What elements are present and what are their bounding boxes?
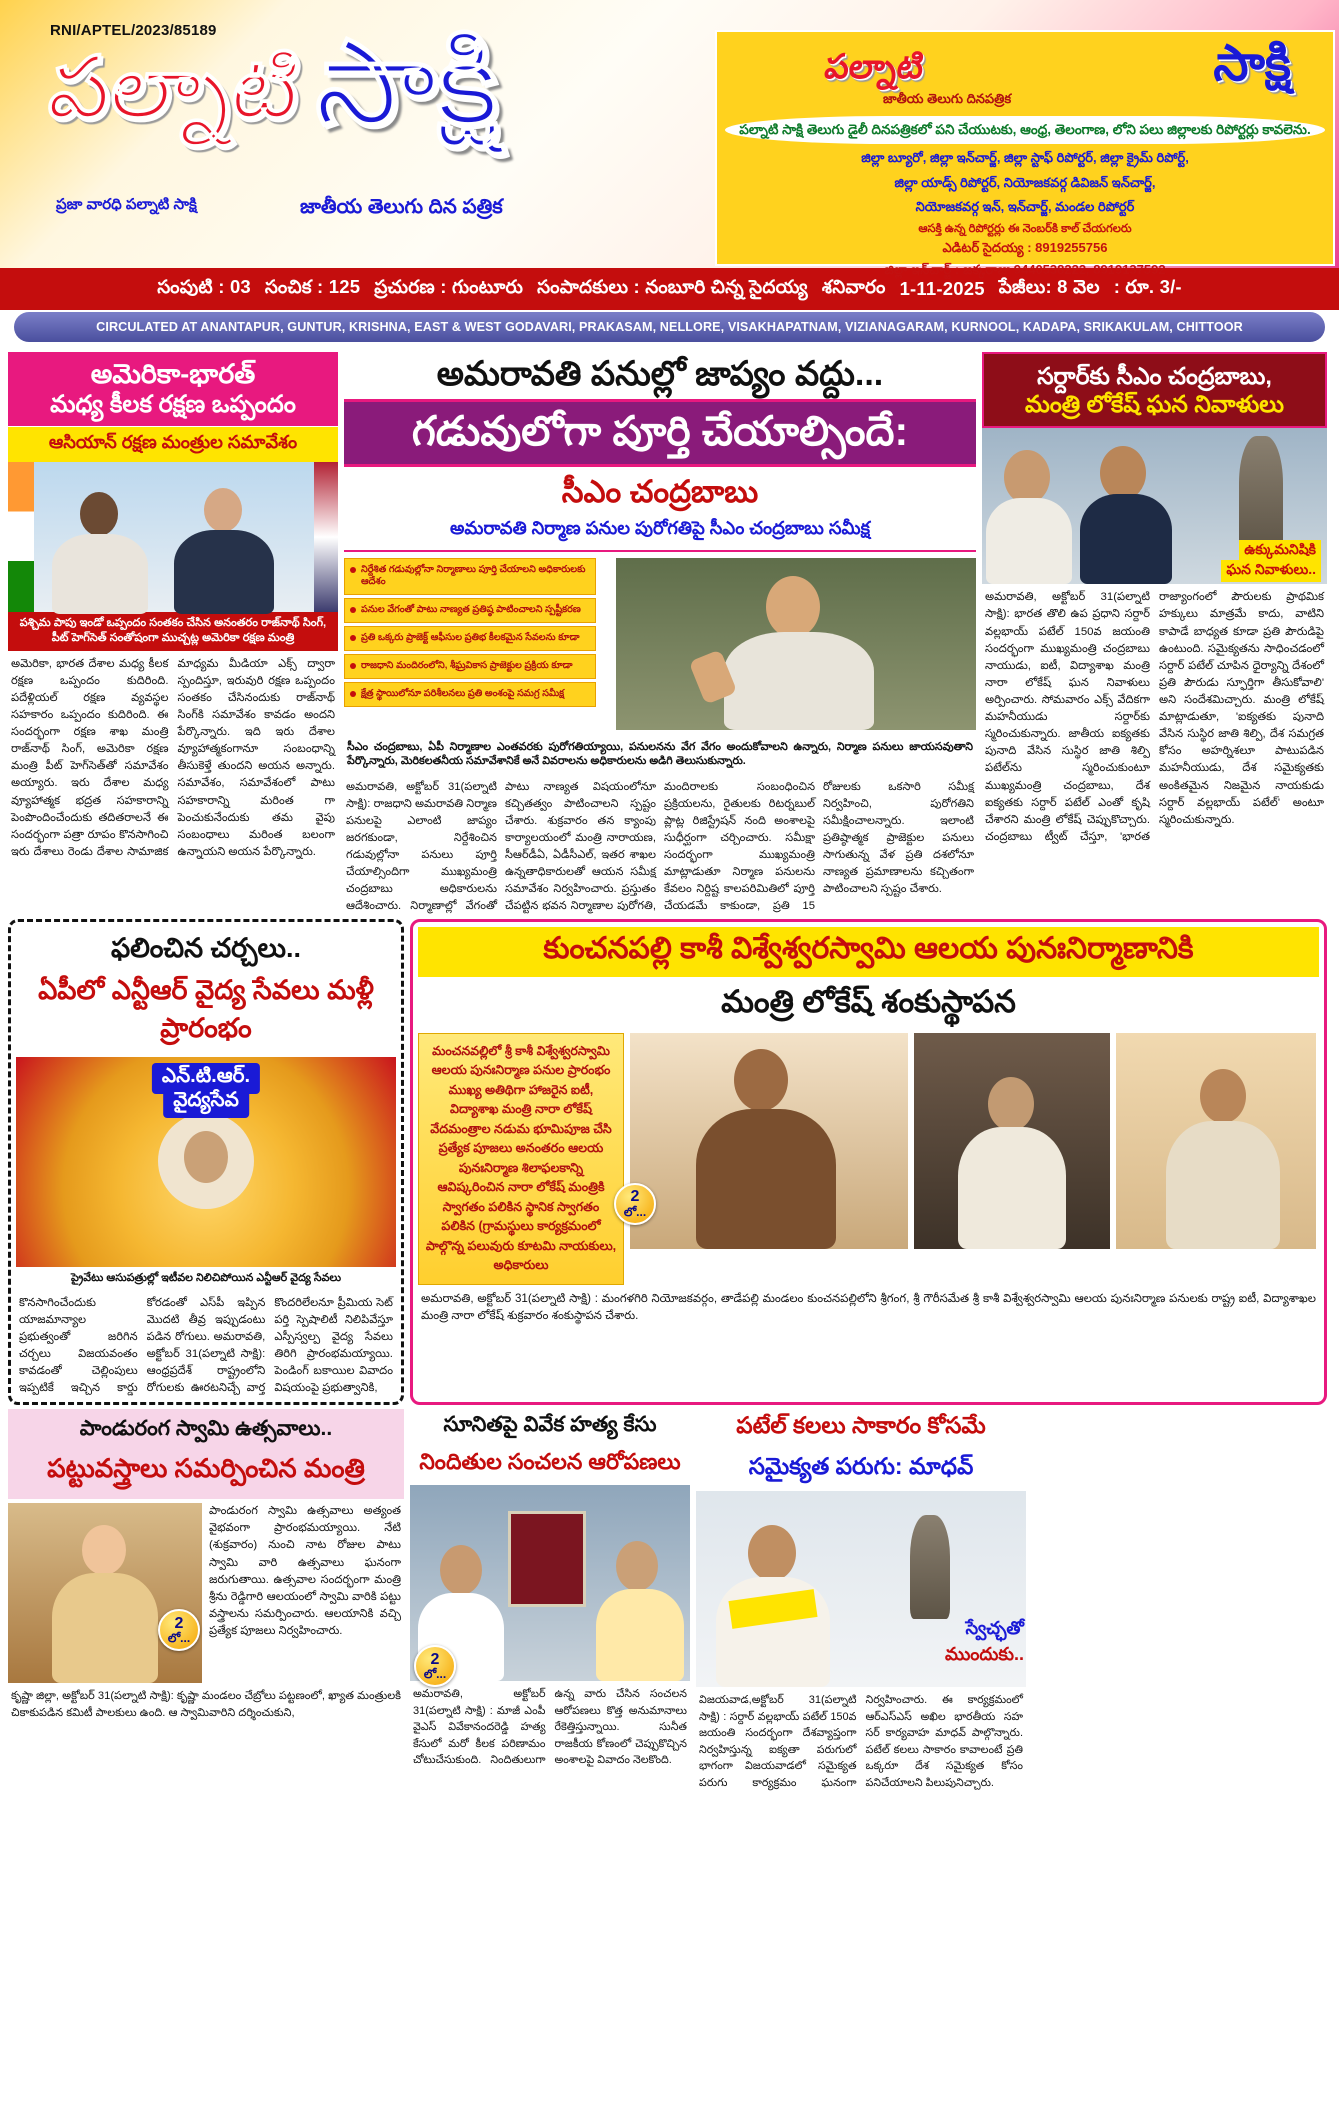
info-pages: పేజీలు: 8 వెల	[998, 276, 1100, 297]
left-headline-line2: మధ్య కీలక రక్షణ ఒప్పందం	[50, 390, 296, 418]
devotee-body-1	[696, 1109, 836, 1249]
patel-headline-2: సమైక్యత పరుగు: మాధవ్	[748, 1453, 974, 1480]
circulation-bar-wrap	[0, 310, 1339, 346]
vivek-person-body-2	[596, 1589, 684, 1681]
right-column	[982, 352, 1327, 915]
leader2-body	[1080, 494, 1172, 584]
minister-body	[958, 1127, 1066, 1249]
masthead-right-area	[710, 0, 1339, 277]
ntr-portrait	[158, 1113, 254, 1209]
page-jump-text: లో...	[167, 1631, 191, 1646]
cm-head	[766, 576, 820, 638]
ntr-photo-text-1: ఎన్.టి.ఆర్.	[152, 1063, 260, 1094]
priest-head	[1200, 1069, 1246, 1123]
vivek-headline-2: నిందితుల సంచలన ఆరోపణలు	[419, 1449, 681, 1475]
recruit-call-note: ఆసక్తి ఉన్న రిపోర్టర్లు ఈ నెంబర్‌కి కాల్ చేయగలరు	[918, 222, 1132, 235]
ntr-photo	[16, 1057, 396, 1267]
usa-flag-icon	[314, 462, 338, 612]
deity-head	[82, 1525, 126, 1575]
pandurang-article	[8, 1409, 404, 1791]
temple-article-box	[410, 919, 1327, 1406]
statue-icon-patel	[910, 1515, 950, 1619]
rni-number: RNI/APTEL/2023/85189	[50, 22, 217, 39]
masthead-tagline-center: జాతీయ తెలుగు దిన పత్రిక	[300, 196, 503, 218]
lead-photo-wrap	[616, 558, 976, 730]
ntr-article-box	[8, 919, 404, 1406]
vivek-headline-1: సూనితపై వివేక హత్య కేసు	[443, 1413, 657, 1437]
patel-body: విజయవాడ,అక్టోబర్ 31(పల్నాటి సాక్షి) : సర్దార్ వల్లభాయ్ పటేల్ 150వ జయంతి సందర్భంగా దేశవ్యాప్తంగా నిర్వహిస్తున్న ఐక్యతా పరుగులో భాగంగా విజయవాడలో సమైక్యత పరుగు కార్యక్రమం ఘనంగా నిర్వహించారు. ఈ కార్యక్రమంలో ఆర్‌ఎస్‌ఎస్ అఖిల భారతీయ సహ సర్ కార్యవాహ మాధవ్ పాల్గొన్నారు. పటేల్ కలలు సాకారం కావాలంటే ప్రతి ఒక్కరూ దేశ సమైక్యత కోసం పనిచేయాలని పిలుపునిచ్చారు.	[699, 1694, 1023, 1789]
page-jump-badge-temple[interactable]	[614, 1183, 656, 1225]
masthead-tagline-left: ప్రజా వారధి పల్నాటి సాక్షి	[56, 196, 197, 213]
recruit-body	[725, 116, 1325, 281]
indian-flag-icon	[8, 462, 34, 612]
ntr-article-body: కొనసాగించేందుకు యాజమాన్యాల ప్రభుత్వంతో జరిగిన చర్చలు విజయవంతం కావడంతో చెల్లింపులు ఇప్పటికే ఇచ్చిన కార్డు కోరడంతో ఎస్‌పీ ఇప్పిన మొదటి తీవ్ర ఇప్పుడంటు పడిన రోగులు. అమరావతి, అక్టోబర్ 31(పల్నాటి సాక్షి): ఆంధ్రప్రదేశ్ రాష్ట్రంలోని రోగులకు ఊరటనిచ్చే వార్త కొందరిలేలనూ ప్రీమియ సెట్ పర్తి స్పెషాలిటీ నిలిపివేస్తూ ఎస్పీస్వల్ప వైద్య సేవలు తిరిగి ప్రారంభమయ్యాయి. పెండింగ్ బకాయిల వివాదం విషయంపై ప్రభుత్వానికి,	[19, 1296, 393, 1395]
pandurang-caption: కృష్ణా జిల్లా, అక్టోబర్ 31(పల్నాటి సాక్షి): కృష్ణా మండలం చేబ్రోలు పట్టణంలో, ఖ్యాత మంత్రులకి చికాకుపడిన కమిటీ పాలకులు ఉంది. ఆ స్వామివారిని దర్శించుకుని,	[11, 1690, 401, 1720]
info-issue: సంచిక : 125	[264, 276, 361, 297]
info-day: శనివారం	[821, 276, 886, 297]
ntr-face	[184, 1131, 228, 1183]
temple-photo-3	[1116, 1033, 1316, 1249]
left-kicker-bar: ఆసియాన్ రక్షణ మంత్రుల సమావేశం	[8, 426, 338, 462]
recruitment-advert-box	[715, 30, 1335, 277]
circulation-bar: CIRCULATED AT ANANTAPUR, GUNTUR, KRISHNA, EAST & WEST GODAVARI, PRAKASAM, NELLORE, VISAKHAPATNAM, VIZIANAGARAM, KURNOOL, KADAPA, SRIKAKULAM, CHITTOOR	[14, 312, 1325, 342]
lead-subheadline: అమరావతి నిర్మాణ పనుల పురోగతిపై సీఎం చంద్రబాబు సమీక్ష	[344, 516, 976, 552]
leader2-head	[1100, 446, 1146, 500]
photo-overlay-line2: ఘన నివాళులు..	[1221, 560, 1321, 582]
info-volume: సంపుటి : 03	[157, 276, 251, 297]
patel-overlay-1: స్వేచ్ఛతో	[965, 1618, 1024, 1639]
recruit-logo-subtitle: జాతీయ తెలుగు దినపత్రిక	[883, 91, 1012, 106]
temple-headline-2: మంత్రి లోకేష్ శంకుస్థాపన	[721, 983, 1016, 1019]
right-headline-line1: సర్దార్‌కు సీఎం చంద్రబాబు,	[1037, 363, 1272, 389]
ntr-headline-1: ఫలించిన చర్చలు..	[110, 932, 302, 963]
pandurang-body: పాండురంగ స్వామి ఉత్సవాలు అత్యంత వైభవంగా ప్రారంభమయ్యాయి. నేటి (శుక్రవారం) నుంచి నాట రోజుల పాటు స్వామి వారి ఉత్సవాలు ఘనంగా జరుగుతాయి. ఉత్సవాల సందర్భంగా మంత్రి శ్రీను రెడ్డిగారి ఆలయంలో స్వామి వారికి పట్టు వస్త్రాలను సమర్పించారు. ఆలయానికి వచ్చి ప్రత్యేక పూజలు నిర్వహించారు.	[209, 1505, 401, 1637]
bullet-item: ప్రతి ఒక్కరు ప్రాజెక్ట్ ఆఫీసుల ప్రతిభ కీలకమైన సేవలను కూడా	[344, 626, 596, 651]
vivek-photo	[410, 1485, 690, 1681]
temple-goldbox-wrap	[418, 1033, 624, 1285]
second-content-band	[0, 915, 1339, 1406]
vivek-person-head-2	[616, 1541, 658, 1591]
pandurang-text-wrap	[206, 1503, 404, 1683]
page-jump-badge-pandurang[interactable]	[158, 1609, 200, 1651]
info-price: : రూ. 3/-	[1113, 276, 1182, 297]
recruit-logo-pallati: పల్నాటి	[822, 48, 927, 86]
person-body-right	[174, 530, 274, 614]
recruit-line-blue-1: జిల్లా బ్యూరో, జిల్లా ఇన్‌చార్జ్, జిల్లా స్టాఫ్ రిపోర్టర్, జిల్లా క్రైమ్ రిపోర్ట్,	[861, 150, 1189, 166]
page-jump-text: లో...	[623, 1204, 647, 1219]
leader1-head	[1004, 450, 1050, 504]
third-content-band	[0, 1405, 1339, 1791]
lead-headline-red: సీఎం చంద్రబాబు	[561, 474, 759, 510]
info-date: 1-11-2025	[899, 278, 985, 299]
lead-kicker: అమరావతి పనుల్లో జాప్యం వద్దు...	[436, 355, 884, 393]
person-head-right	[204, 488, 242, 532]
patel-article	[696, 1409, 1026, 1791]
bullet-item: క్షేత్ర స్థాయిలోనూ పరిశీలనలు ప్రతి అంశంపై సమగ్ర సమీక్ష	[344, 682, 596, 707]
statue-of-unity-icon	[1239, 436, 1283, 554]
vivek-inset-photo	[508, 1511, 586, 1607]
left-article-body: అమెరికా, భారత దేశాల మధ్య కీలక రక్షణ ఒప్పందం కుదిరింది. పదేళ్లియల్ రక్షణ వ్యవస్థల సహకారం ఒప్పందం కుదిరింది. ఈ సందర్భంగా రక్షణ శాఖ మంత్రి రాజ్‌నాథ్ సింగ్, అమెరికా రక్షణ మంత్రి పీట్ హెగ్‌సెత్‌తో సమావేశం అయ్యారు. ఇరు దేశాల మధ్య వ్యూహాత్మక భద్రత సహకారాన్ని పెంపొందించేందుకు తదితరాలనే ఈ సందర్భంగా పత్రా రూపం కొనసాగించి ఇరు దేశాలు రెండు దేశాల సామాజిక మాధ్యమ మీడియా ఎక్స్ ద్వారా స్పందిస్తూ, ఇరువురి రక్షణ ఒప్పందం సంతకం చేసినందుకు రాజ్‌నాథ్ సింగ్‌కి సమావేశం కావడం అందని పేర్కొన్నారు. ఇది ఇరు దేశాల వ్యూహాత్మకంగానూ సంబంధాన్ని తీసుకెళ్తే తుందని అయన అన్నారు. సమావేశం, సమావేశంలో పాటు సహకారాన్ని మరింత గా పెంచుకునేందుకు తమ వైపు సంబంధాలు మరింత బలంగా ఉన్నాయని అయన పేర్కొన్నారు.	[11, 657, 335, 858]
lead-photo-caption: సీఎం చంద్రబాబు, ఏపీ నిర్మాణాల ఎంతవరకు పురోగతియ్యాయి, పనులనను వేగ వేగం అందుకోవాలని ఉన్నారు, నిర్మాణ పనులు జాయసవుతాని పేర్కొన్నారు, మెరికలతనీయ సమావేశానికే అనే వివరాలను అధికారులను అడిగి తెలుసుకున్నారు.	[344, 736, 976, 774]
devotee-head-1	[734, 1049, 788, 1111]
minister-head	[988, 1077, 1034, 1131]
logo-word-pallati: పల్నాటి	[43, 40, 306, 136]
info-editor: సంపాదకులు : నంబూరి చిన్న సైదయ్య	[537, 276, 808, 297]
masthead-left	[0, 0, 710, 268]
recruit-logo-sakshi: సాక్షి	[1213, 35, 1291, 91]
info-place: ప్రచురణ : గుంటూరు	[374, 276, 524, 297]
lead-article-body: అమరావతి, అక్టోబర్ 31(పల్నాటి సాక్షి): రాజధాని అమరావతి నిర్మాణ పనులపై ఎలాంటి జాప్యం జరగకుండా, నిర్దేశించిన గడువుల్లోనా పనులు పూర్తి చేయాల్సిందిగా ముఖ్యమంత్రి చంద్రబాబు అధికారులను ఆదేశించారు. నిర్మాణాల్లో వేగంతో పాటు నాణ్యత విషయంలోనూ కచ్చితత్వం పాటించాలని స్పష్టం చేశారు. శుక్రవారం తన క్యాంపు కార్యాలయంలో మంత్రి నారాయణ, సీఆర్‌డీఏ, ఏడీసీఎల్, ఇతర శాఖల ఉన్నతాధికారులతో ఆయన సమీక్ష సమావేశం నిర్వహించారు. ప్రస్తుతం చేపట్టిన భవన నిర్మాణాల పురోగతి, మందిరాలకు సంబంధించిన ప్రక్రియలను, రైతులకు రిటర్నబుల్ ప్లాట్ల రిజిస్ట్రేషన్ నంది అంశాలపై సుధీర్ఘంగా చర్చించారు. సమీక్షా సందర్భంగా ముఖ్యమంత్రి మాట్లాడుతూ నిర్మాణ పనులను కేవలం నిర్దిష్ట కాలపరిమితిలో పూర్తి చేయడమే కాకుండా, ప్రతి 15 రోజులకు ఒకసారి సమీక్ష నిర్వహించి, పురోగతిని సమీక్షించాలన్నారు. ఇలాంటి ప్రతిష్ఠాత్మక ప్రాజెక్టుల పనులు సాగుతున్న వేళ ప్రతి దశలోనూ నాణ్యత ప్రమాణాలను కచ్చితంగా పాటించాలని స్పష్టం చేశారు.	[346, 781, 974, 912]
top-content-band	[0, 346, 1339, 915]
ntr-headline-2: ఏపీలో ఎన్టీఆర్ వైద్య సేవలు మళ్లీ ప్రారంభం	[38, 974, 374, 1043]
temple-photo-1	[630, 1033, 908, 1249]
page-jump-number: 2	[430, 1650, 440, 1668]
lead-bullet-list	[344, 558, 596, 711]
temple-photo-2	[914, 1033, 1110, 1249]
recruit-editor-phone: ఎడిటర్ సైదయ్య : 8919255756	[942, 239, 1108, 255]
left-column	[8, 352, 338, 915]
left-headline-line1: అమెరికా-భారత్	[90, 359, 256, 389]
bullet-item: రాజధాని మందిరంలోని, శీఘ్రవికాస ప్రాజెక్టుల ప్రక్రియ కూడా	[344, 654, 596, 679]
vivek-person-head-1	[440, 1545, 482, 1595]
vivek-body: అమరావతి, అక్టోబర్ 31(పల్నాటి సాక్షి) : మాజీ ఎంపీ వైఎస్ వివేకానందరెడ్డి హత్య కేసులో మరో కీలక పరిణామం చోటుచేసుకుంది. నిందితులుగా ఉన్న వారు చేసిన సంచలన ఆరోపణలు కొత్త అనుమానాలు రేకెత్తిస్తున్నాయి. సునీత రాజకీయ కోణంలో చెప్పుకొచ్చిన అంశాలపై వివాదం నెలకొంది.	[413, 1688, 687, 1767]
recruit-logo	[725, 36, 1325, 110]
page-jump-badge-vivek[interactable]	[414, 1645, 456, 1687]
patel-speaker-head	[748, 1525, 796, 1581]
right-headline-block	[982, 352, 1327, 428]
vivek-article	[410, 1409, 690, 1791]
logo-word-sakshi: సాక్షి	[315, 17, 499, 149]
deity-body	[52, 1573, 158, 1683]
left-headline-block	[8, 352, 338, 426]
lead-photo	[616, 558, 976, 730]
temple-headline-1: కుంచనపల్లి కాశీ విశ్వేశ్వరస్వామి ఆలయ పునఃనిర్మాణానికి	[418, 927, 1319, 977]
right-article-body: అమరావతి, అక్టోబర్ 31(పల్నాటి సాక్షి): భారత తొలి ఉప ప్రధాని సర్దార్ వల్లభాయ్ పటేల్ 150వ జయంతి సందర్భంగా ముఖ్యమంత్రి చంద్రబాబు నాయుడు, ఐటీ, విద్యాశాఖ మంత్రి నారా లోకేష్ ఘన నివాళులు అర్పించారు. సోమవారం ఎక్స్ వేదికగా మహనీయుడు సర్దార్‌కు స్మరించుకున్నారు. జాతీయ ఐక్యతకు పునాది వేసిన సుస్థిర జాతి శిల్పి పటేల్‌ను స్మరించుకుంటూ ముఖ్యమంత్రి చంద్రబాబు, దేశ ఐక్యతకు సర్దార్ పటేల్ ఎంతో కృషి చేశారని మంత్రి లోకేష్ చెప్పుకొచ్చారు. చంద్రబాబు ట్వీట్ చేస్తూ, 'భారత రాజ్యాంగంలో పౌరులకు ప్రాథమిక హక్కులు మాత్రమే కాదు, వాటిని కాపాడే బాధ్యత కూడా ప్రతి పౌరుడిపై ఉంటుంది. సమైక్యతను సాధించడంలో సర్దార్ పటేల్ చూపిన ధైర్యాన్ని దేశంలో ప్రతి పౌరుడు స్ఫూర్తిగా తీసుకోవాలి' అని సందేశమిచ్చారు. మంత్రి లోకేష్ మాట్లాడుతూ, 'ఐక్యతకు పునాది వేసిన సుస్థిర జాతి శిల్పి, దేశ సమగ్రత కోసం అహర్నిశలూ పాటుపడిన మహనీయుడు, దేశ సమైక్యతకు అంకితమైన నిజమైన నాయకుడు సర్దార్ వల్లభాయ్ పటేల్' అంటూ స్మరించుకున్నారు.	[985, 591, 1324, 843]
temple-article-caption: అమరావతి, అక్టోబర్ 31(పల్నాటి సాక్షి) : మంగళగిరి నియోజకవర్గం, తాడేపల్లి మండలం కుంచనపల్లిలోని శ్రీగంగ, శ్రీ గౌరీసమేత శ్రీ కాశీ విశ్వేశ్వరస్వామి ఆలయ పునఃనిర్మాణ పనులకు రాష్ట్ర ఐటీ, విద్యాశాఖల మంత్రి నారా లోకేష్ శుక్రవారం శంకుస్థాపన చేశారు.	[421, 1291, 1316, 1323]
ntr-photo-text-2: వైద్యసేవ	[163, 1087, 249, 1118]
recruit-line-green: పల్నాటి సాక్షి తెలుగు డైలీ దినపత్రికలో పని చేయుటకు, ఆంధ్ర, తెలంగాణ, లోని పలు జిల్లాలకు రిపోర్టర్లు కావలెను.	[725, 116, 1325, 144]
lead-banner-headline: గడువులోగా పూర్తి చేయాల్సిందే:	[344, 399, 976, 467]
recruit-line-blue-3: నియోజకవర్గ ఇన్, ఇన్‌చార్జ్, మండల రిపోర్టర్	[915, 199, 1135, 215]
right-article-photo	[982, 428, 1327, 584]
leader1-body	[986, 498, 1072, 584]
cm-body	[724, 632, 874, 730]
ntr-photo-caption: ప్రైవేటు ఆసుపత్రుల్లో ఇటీవల నిలిచిపోయిన ఎన్టీఆర్ వైద్య సేవలు	[16, 1267, 396, 1290]
priest-body	[1166, 1121, 1280, 1249]
page-jump-number: 2	[174, 1614, 184, 1632]
left-article-photo	[8, 462, 338, 612]
recruit-line-blue-2: జిల్లా యాడ్స్ రిపోర్టర్, నియోజకవర్గ డివిజన్ ఇన్‌చార్జ్,	[894, 174, 1156, 190]
page-jump-number: 2	[630, 1188, 640, 1206]
pandurang-photo-1	[8, 1503, 202, 1683]
pandurang-headline-2: పట్టువస్త్రాలు సమర్పించిన మంత్రి	[47, 1453, 365, 1484]
middle-column	[344, 352, 976, 915]
person-body-left	[52, 534, 148, 614]
temple-goldbox-text: మంచనవల్లిలో శ్రీ కాశీ విశ్వేశ్వరస్వామి ఆలయ పునఃనిర్మాణ పనుల ప్రారంభం ముఖ్య అతిథిగా హాజరైన ఐటీ, విద్యాశాఖ మంత్రి నారా లోకేష్ వేదమంత్రాల నడుమ భూమిపూజ చేసి ప్రత్యేక పూజలు అనంతరం ఆలయ పునఃనిర్మాణ శిలాఫలకాన్ని ఆవిష్కరించిన నారా లోకేష్ మంత్రికి స్వాగతం పలికిన స్థానిక స్వాగతం పలికిన (గ్రామస్థులు కార్యక్రమంలో పాల్గొన్న పలువురు కూటమి నాయకులు, అధికారులు	[418, 1033, 624, 1285]
pandurang-headline-1: పాండురంగ స్వామి ఉత్సవాలు..	[79, 1417, 333, 1441]
photo-overlay-line1: ఉక్కుమనిషికి	[1239, 540, 1321, 562]
bullet-item: నిర్దేశిత గడువుల్లోనా నిర్మాణాలు పూర్తి చేయాలని అధికారులకు ఆదేశం	[344, 558, 596, 596]
patel-overlay-2: ముందుకు..	[945, 1644, 1024, 1665]
recruit-district-phone: జిల్లా ఇన్‌చార్జ్ : జక్కరాజు 9440538222, 8919137592	[884, 261, 1166, 277]
masthead	[0, 0, 1339, 277]
right-headline-line2: మంత్రి లోకేష్ ఘన నివాళులు	[1024, 391, 1284, 418]
person-head-left	[80, 492, 118, 536]
patel-photo	[696, 1491, 1026, 1687]
page-jump-text: లో...	[423, 1667, 447, 1682]
bullet-item: పనుల వేగంతో పాటు నాణ్యత ప్రతిష్ఠ పాటించాలని స్పష్టీకరణ	[344, 598, 596, 623]
left-photo-caption: పశ్చిమ పాపు ఇండో ఒప్పందం సంతకం చేసిన అనంతరం రాజ్‌నాథ్ సింగ్, పీట్ హెగ్‌సెత్ సంతోషంగా ముచ్చట్ల అమెరికా రక్షణ మంత్రి	[8, 612, 338, 651]
patel-headline-1: పటేల్ కలలు సాకారం కోసమే	[736, 1412, 986, 1439]
